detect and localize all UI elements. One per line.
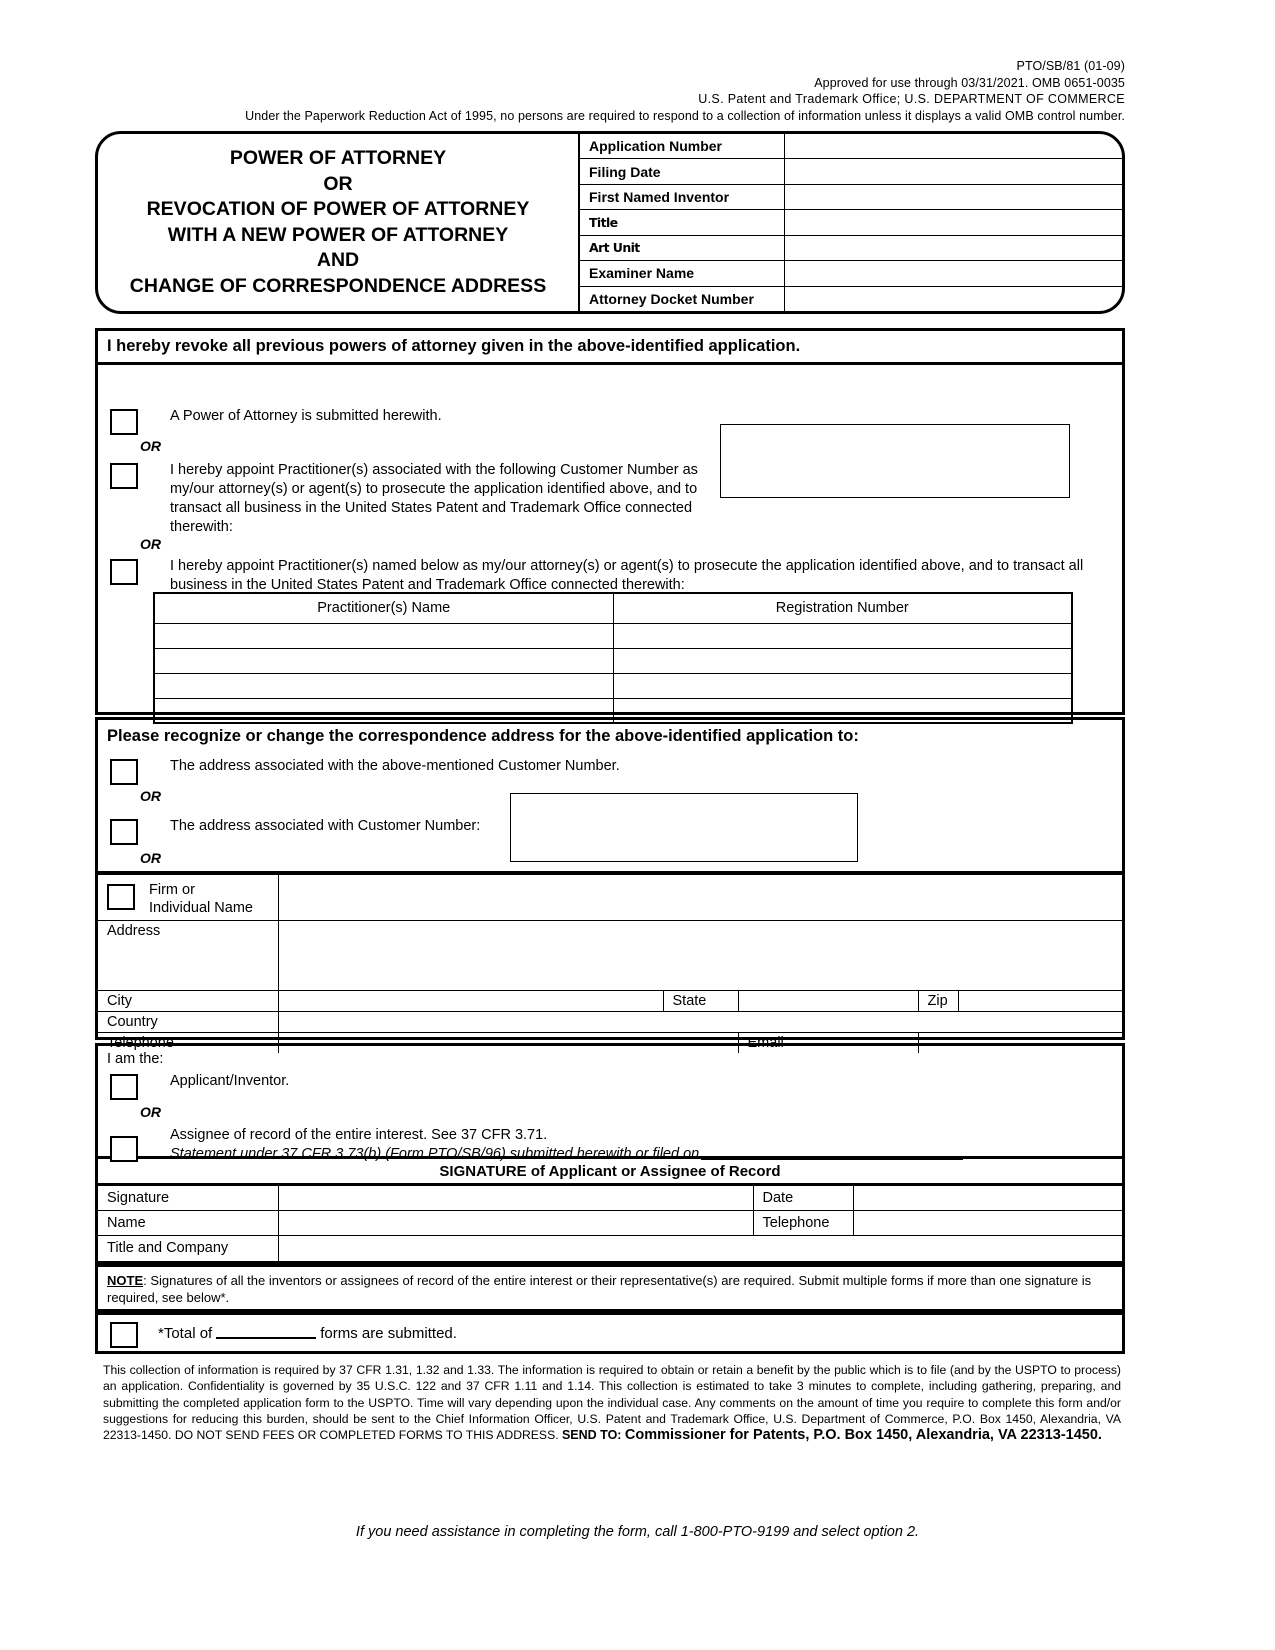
title-line-1: POWER OF ATTORNEY — [229, 147, 447, 169]
cell-registration-number[interactable] — [613, 673, 1072, 698]
telephone-label: Telephone — [98, 1033, 278, 1054]
checkbox-applicant-inventor[interactable] — [110, 1074, 138, 1100]
input-date[interactable] — [853, 1186, 1122, 1211]
title-line-5: AND — [316, 249, 360, 271]
revoke-option-b-row — [110, 461, 730, 537]
correspondence-section — [95, 717, 1125, 1051]
revoke-option-a-label: A Power of Attorney is submitted herewith. — [170, 408, 442, 424]
row-title-and-company — [98, 1236, 1122, 1261]
title-and-company-label: Title and Company — [98, 1236, 278, 1261]
cell-registration-number[interactable] — [613, 623, 1072, 648]
field-row-first-named-inventor — [580, 185, 1122, 210]
row-address — [98, 921, 1122, 991]
field-row-attorney-docket-number — [580, 287, 1122, 311]
input-customer-number-correspondence[interactable] — [510, 793, 858, 862]
document-header — [95, 58, 1125, 124]
correspondence-or-2: OR — [140, 850, 161, 866]
signature-band-text: SIGNATURE of Applicant or Assignee of Record — [98, 1159, 1122, 1185]
send-to-label: SEND TO: — [561, 1428, 622, 1443]
i-am-the-option-b-row — [110, 1126, 1110, 1164]
cell-practitioner-name[interactable] — [154, 673, 613, 698]
title-block — [95, 131, 1125, 314]
input-country[interactable] — [278, 1012, 1122, 1033]
input-filed-on-date[interactable] — [701, 1145, 963, 1160]
table-row — [154, 623, 1072, 648]
practitioner-table — [153, 592, 1073, 724]
checkbox-address-above-customer-number[interactable] — [110, 759, 138, 785]
revoke-option-c-label: I hereby appoint Practitioner(s) named below as my/our attorney(s) or agent(s) to prosecute the application identified above, and to transact all business in the United States Patent and Trademark Office connected therewith: — [170, 558, 1084, 593]
assignee-line-2 — [170, 1145, 1110, 1164]
total-forms-section — [95, 1312, 1125, 1354]
input-signature[interactable] — [278, 1186, 753, 1211]
address-table — [98, 874, 1122, 1053]
title-line-4: WITH A NEW POWER OF ATTORNEY — [167, 223, 509, 246]
note-prefix: NOTE — [107, 1273, 144, 1288]
checkbox-assignee-of-record[interactable] — [110, 1136, 138, 1162]
checkbox-appoint-named-practitioners[interactable] — [110, 559, 138, 585]
input-customer-number-appoint[interactable] — [720, 424, 1070, 498]
assignee-line-1: Assignee of record of the entire interest. See 37 CFR 3.71. — [170, 1127, 548, 1143]
row-firm-name — [98, 875, 1122, 921]
input-title[interactable] — [785, 210, 1122, 234]
cell-registration-number[interactable] — [613, 648, 1072, 673]
total-forms-suffix: forms are submitted. — [320, 1325, 457, 1342]
header-registration-number: Registration Number — [613, 593, 1072, 623]
office-line: U.S. Patent and Trademark Office; U.S. DEPARTMENT OF COMMERCE — [698, 92, 1125, 106]
input-total-forms-count[interactable] — [216, 1325, 316, 1339]
row-city-state-zip — [98, 991, 1122, 1012]
field-row-application-number — [580, 134, 1122, 159]
revoke-body — [98, 365, 1122, 746]
signature-table — [98, 1185, 1122, 1261]
revocation-section — [95, 328, 1125, 715]
i-am-the-option-a-label: Applicant/Inventor. — [170, 1073, 290, 1089]
cell-practitioner-name[interactable] — [154, 623, 613, 648]
correspondence-option-a-label: The address associated with the above-mentioned Customer Number. — [170, 758, 620, 774]
table-row — [154, 648, 1072, 673]
note-text: : Signatures of all the inventors or assignees of record of the entire interest or their representative(s) are required. Submit multiple forms if more than one signature is required, see below*. — [107, 1273, 1092, 1305]
assignee-statement-text: Statement under 37 CFR 3.73(b) (Form PTO/SB/96) submitted herewith or filed on — [170, 1146, 700, 1162]
checkbox-appoint-by-customer-number[interactable] — [110, 463, 138, 489]
input-signer-telephone[interactable] — [853, 1211, 1122, 1236]
revoke-or-2: OR — [140, 536, 161, 552]
email-label: Email — [738, 1033, 918, 1054]
signature-label: Signature — [98, 1186, 278, 1211]
checkbox-firm-or-individual-name[interactable] — [107, 884, 135, 910]
input-art-unit[interactable] — [785, 236, 1122, 260]
label-first-named-inventor: First Named Inventor — [580, 185, 785, 209]
label-title: Title — [580, 210, 785, 234]
label-filing-date: Filing Date — [580, 159, 785, 183]
note-text-wrapper — [107, 1272, 1112, 1306]
paperwork-reduction-notice — [103, 1362, 1121, 1443]
label-art-unit: Art Unit — [580, 236, 785, 260]
revoke-option-c-row — [110, 557, 1100, 595]
row-signature — [98, 1186, 1122, 1211]
field-row-examiner-name — [580, 261, 1122, 286]
input-title-and-company[interactable] — [278, 1236, 1122, 1261]
label-application-number: Application Number — [580, 134, 785, 158]
checkbox-address-customer-number[interactable] — [110, 819, 138, 845]
i-am-the-or-1: OR — [140, 1104, 161, 1120]
correspondence-or-1: OR — [140, 788, 161, 804]
signer-section — [95, 1043, 1125, 1264]
i-am-the-options — [98, 1046, 1122, 1162]
assignee-statement-period: . — [964, 1146, 969, 1162]
name-label: Name — [98, 1211, 278, 1236]
firm-name-label — [149, 877, 278, 917]
field-row-art-unit — [580, 236, 1122, 261]
input-city[interactable] — [278, 991, 663, 1012]
paperwork-line: Under the Paperwork Reduction Act of 1995, no persons are required to respond to a collection of information unless it displays a valid OMB control number. — [245, 108, 1125, 123]
send-to-address: Commissioner for Patents, P.O. Box 1450, Alexandria, VA 22313-1450. — [624, 1427, 1102, 1444]
correspondence-band-text: Please recognize or change the correspondence address for the above-identified application to: — [107, 727, 859, 745]
date-label: Date — [753, 1186, 853, 1211]
input-firm-name[interactable] — [278, 875, 1122, 921]
input-address[interactable] — [278, 921, 1122, 991]
revoke-option-b-label: I hereby appoint Practitioner(s) associated with the following Customer Number as my/our attorney(s) or agent(s) to prosecute the application identified above, and to transact all business in the United States Patent and Trademark Office connected therewith: — [170, 462, 698, 535]
input-state[interactable] — [738, 991, 918, 1012]
signer-telephone-label: Telephone — [753, 1211, 853, 1236]
approval-line: Approved for use through 03/31/2021. OMB 0651-0035 — [814, 75, 1125, 90]
label-attorney-docket-number: Attorney Docket Number — [580, 287, 785, 311]
address-label: Address — [98, 921, 278, 991]
correspondence-option-a-row — [110, 757, 910, 776]
city-label: City — [98, 991, 278, 1012]
cell-practitioner-name[interactable] — [154, 648, 613, 673]
correspondence-option-b-label: The address associated with Customer Number: — [170, 818, 481, 834]
title-line-3: REVOCATION OF POWER OF ATTORNEY — [146, 198, 530, 220]
form-number: PTO/SB/81 (01-09) — [1016, 59, 1125, 73]
row-country — [98, 1012, 1122, 1033]
input-examiner-name[interactable] — [785, 261, 1122, 285]
state-label: State — [663, 991, 738, 1012]
total-forms-row — [98, 1315, 1122, 1351]
i-am-the-option-a-row — [110, 1072, 289, 1091]
assistance-line: If you need assistance in completing the form, call 1-800-PTO-9199 and select option 2. — [355, 1524, 920, 1540]
label-examiner-name: Examiner Name — [580, 261, 785, 285]
total-forms-text — [158, 1325, 457, 1342]
correspondence-options — [98, 720, 1122, 874]
field-row-filing-date — [580, 159, 1122, 184]
revoke-or-1: OR — [140, 438, 161, 454]
row-name — [98, 1211, 1122, 1236]
title-line-2: OR — [323, 172, 353, 195]
firm-name-label-line1: Firm or — [149, 882, 195, 898]
input-attorney-docket-number[interactable] — [785, 287, 1122, 311]
firm-name-label-cell — [98, 875, 278, 921]
i-am-the-heading: I am the: — [107, 1051, 164, 1067]
field-row-title — [580, 210, 1122, 235]
revoke-band-text: I hereby revoke all previous powers of attorney given in the above-identified application. — [98, 331, 1122, 365]
firm-name-label-line2: Individual Name — [149, 900, 253, 916]
checkbox-total-forms[interactable] — [110, 1322, 138, 1348]
zip-label: Zip — [918, 991, 958, 1012]
input-filing-date[interactable] — [785, 159, 1122, 183]
total-forms-prefix: *Total of — [158, 1325, 213, 1342]
input-zip[interactable] — [958, 991, 1122, 1012]
input-application-number[interactable] — [785, 134, 1122, 158]
input-first-named-inventor[interactable] — [785, 185, 1122, 209]
checkbox-power-of-attorney-submitted[interactable] — [110, 409, 138, 435]
header-practitioner-name: Practitioner(s) Name — [154, 593, 613, 623]
practitioner-table-header-row — [154, 593, 1072, 623]
application-info-table — [578, 134, 1122, 311]
country-label: Country — [98, 1012, 278, 1033]
form-title — [98, 134, 578, 311]
i-am-the-option-b-text — [170, 1126, 1110, 1164]
input-name[interactable] — [278, 1211, 753, 1236]
note-section — [95, 1264, 1125, 1312]
legal-body: This collection of information is required by 37 CFR 1.31, 1.32 and 1.33. The information is required to obtain or retain a benefit by the public which is to file (and by the USPTO to process) an application. Confidentiality is governed by 35 U.S.C. 122 and 37 CFR 1.11 and 1.14. This collection is estimated to take 3 minutes to complete, including gathering, preparing, and submitting the completed application form to the USPTO. Time will vary depending upon the individual case. Any comments on the amount of time you require to complete this form and/or suggestions for reducing this burden, should be sent to the Chief Information Officer, U.S. Patent and Trademark Office, U.S. Department of Commerce, P.O. Box 1450, Alexandria, VA 22313-1450. DO NOT SEND FEES OR COMPLETED FORMS TO THIS ADDRESS. — [103, 1363, 1121, 1443]
table-row — [154, 673, 1072, 698]
title-line-6: CHANGE OF CORRESPONDENCE ADDRESS — [129, 274, 547, 297]
